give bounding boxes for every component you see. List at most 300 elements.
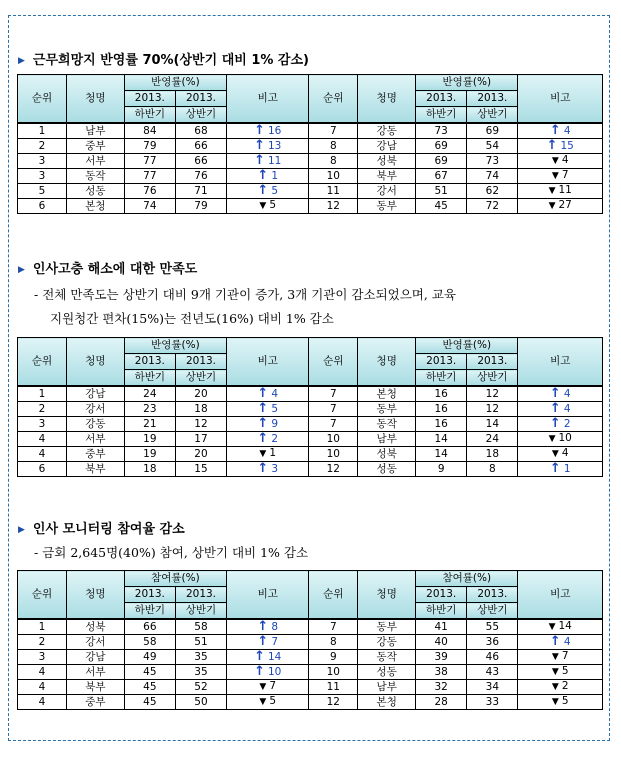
rate-header: 참여률(%) (416, 571, 518, 587)
name-header: 청명 (358, 338, 416, 387)
note-header: 비고 (227, 338, 309, 387)
up-arrow-icon: ↑ (549, 416, 561, 431)
rank-cell: 7 (309, 417, 358, 432)
note-cell (518, 417, 603, 432)
note-cell (227, 462, 309, 477)
h2-value-cell: 74 (124, 199, 175, 214)
name-cell: 강남 (358, 139, 416, 154)
note-cell (227, 139, 309, 154)
col-2013-h1-year: 2013. (175, 91, 226, 107)
col-2nd-half: 하반기 (416, 370, 467, 387)
h1-value-cell: 55 (467, 619, 518, 635)
diff-value: 4 (563, 388, 571, 400)
note-cell (518, 169, 603, 184)
h1-value-cell: 66 (175, 139, 226, 154)
rank-cell: 3 (18, 417, 67, 432)
diff-value: 3 (271, 463, 279, 475)
col-2013-h1-year: 2013. (175, 354, 226, 370)
rank-cell: 4 (18, 447, 67, 462)
note-cell (227, 154, 309, 169)
h2-value-cell: 45 (124, 680, 175, 695)
section-2-desc-line-1: - 전체 만족도는 상반기 대비 9개 기관이 증가, 3개 기관이 감소되었으며, 교육 (34, 287, 456, 302)
h2-value-cell: 23 (124, 402, 175, 417)
h2-value-cell: 67 (416, 169, 467, 184)
diff-value: 2 (561, 680, 569, 692)
rate-header: 반영률(%) (416, 338, 518, 354)
note-cell (227, 169, 309, 184)
diff-value: 5 (269, 199, 277, 211)
rank-cell: 10 (309, 432, 358, 447)
section-2-table (17, 337, 603, 477)
h2-value-cell: 38 (416, 665, 467, 680)
rank-cell: 3 (18, 650, 67, 665)
table-row (18, 199, 603, 214)
down-triangle-icon: ▼ (548, 434, 556, 444)
col-1st-half: 상반기 (175, 370, 226, 387)
name-cell: 동작 (358, 650, 416, 665)
col-1st-half: 상반기 (467, 603, 518, 620)
down-triangle-icon: ▼ (259, 682, 267, 692)
section-2-title: 인사고충 해소에 대한 만족도 (32, 262, 198, 277)
rank-cell: 2 (18, 635, 67, 650)
name-header: 청명 (66, 571, 124, 620)
note-cell (227, 123, 309, 139)
col-2013-h2-year: 2013. (416, 354, 467, 370)
up-arrow-icon: ↑ (254, 153, 265, 168)
h1-value-cell: 8 (467, 462, 518, 477)
diff-value: 5 (269, 695, 277, 707)
h1-value-cell: 46 (467, 650, 518, 665)
col-2nd-half: 하반기 (416, 603, 467, 620)
table-row (18, 386, 603, 402)
name-cell: 강동 (358, 635, 416, 650)
section-1-title: 근무희망지 반영률 70%(상반기 대비 1% 감소) (32, 53, 309, 68)
section-2-desc-line-2: 지원청간 편차(15%)는 전년도(16%) 대비 1% 감소 (50, 311, 334, 326)
name-header: 청명 (358, 75, 416, 124)
diff-value: 1 (271, 170, 279, 182)
h1-value-cell: 20 (175, 447, 226, 462)
h2-value-cell: 16 (416, 402, 467, 417)
h1-value-cell: 72 (467, 199, 518, 214)
note-header: 비고 (227, 75, 309, 124)
rank-cell: 11 (309, 184, 358, 199)
h1-value-cell: 18 (467, 447, 518, 462)
h2-value-cell: 58 (124, 635, 175, 650)
h2-value-cell: 66 (124, 619, 175, 635)
rank-cell: 4 (18, 680, 67, 695)
name-cell: 북부 (358, 169, 416, 184)
name-cell: 중부 (66, 139, 124, 154)
up-arrow-icon: ↑ (257, 431, 269, 446)
rank-header: 순위 (18, 75, 67, 124)
table-row (18, 447, 603, 462)
col-2013-h2-year: 2013. (416, 91, 467, 107)
col-2nd-half: 하반기 (124, 370, 175, 387)
section-3-table (17, 570, 603, 710)
h2-value-cell: 73 (416, 123, 467, 139)
col-2013-h2-year: 2013. (124, 91, 175, 107)
table-row (18, 680, 603, 695)
rank-cell: 8 (309, 635, 358, 650)
h2-value-cell: 45 (124, 695, 175, 710)
table-row (18, 184, 603, 199)
diff-value: 5 (271, 403, 279, 415)
note-cell (518, 619, 603, 635)
name-cell: 남부 (358, 432, 416, 447)
rank-cell: 7 (309, 619, 358, 635)
rank-cell: 4 (18, 432, 67, 447)
down-triangle-icon: ▼ (259, 201, 267, 211)
name-cell: 강동 (358, 123, 416, 139)
table-row (18, 169, 603, 184)
down-triangle-icon: ▼ (551, 171, 559, 181)
down-triangle-icon: ▼ (548, 622, 556, 632)
up-arrow-icon: ↑ (257, 634, 269, 649)
name-cell: 북부 (66, 680, 124, 695)
name-cell: 동부 (358, 619, 416, 635)
col-2013-h2-year: 2013. (124, 354, 175, 370)
rate-header: 반영률(%) (124, 75, 226, 91)
h2-value-cell: 51 (416, 184, 467, 199)
h2-value-cell: 77 (124, 169, 175, 184)
down-triangle-icon: ▼ (551, 682, 559, 692)
section-1-heading (18, 49, 309, 68)
diff-value: 4 (563, 403, 571, 415)
rank-cell: 10 (309, 169, 358, 184)
rank-cell: 2 (18, 402, 67, 417)
h1-value-cell: 33 (467, 695, 518, 710)
note-cell (518, 650, 603, 665)
name-cell: 성북 (358, 154, 416, 169)
down-triangle-icon: ▼ (551, 156, 559, 166)
note-cell (518, 123, 603, 139)
name-cell: 본청 (358, 386, 416, 402)
h1-value-cell: 17 (175, 432, 226, 447)
h2-value-cell: 49 (124, 650, 175, 665)
col-1st-half: 상반기 (467, 370, 518, 387)
col-1st-half: 상반기 (175, 107, 226, 124)
col-1st-half: 상반기 (467, 107, 518, 124)
diff-value: 4 (563, 636, 571, 648)
h1-value-cell: 54 (467, 139, 518, 154)
h2-value-cell: 19 (124, 432, 175, 447)
h1-value-cell: 51 (175, 635, 226, 650)
col-2013-h1-year: 2013. (467, 91, 518, 107)
h2-value-cell: 16 (416, 417, 467, 432)
down-triangle-icon: ▼ (551, 697, 559, 707)
table-row (18, 432, 603, 447)
up-arrow-icon: ↑ (549, 461, 561, 476)
name-cell: 북부 (66, 462, 124, 477)
rank-cell: 1 (18, 619, 67, 635)
table-row (18, 154, 603, 169)
h1-value-cell: 69 (467, 123, 518, 139)
up-arrow-icon: ↑ (254, 138, 265, 153)
h2-value-cell: 45 (124, 665, 175, 680)
diff-value: 4 (561, 447, 569, 459)
name-cell: 성동 (66, 184, 124, 199)
triangle-bullet-icon: ▶ (18, 56, 25, 66)
name-cell: 강서 (66, 402, 124, 417)
diff-value: 14 (267, 651, 282, 663)
h1-value-cell: 34 (467, 680, 518, 695)
name-cell: 강남 (66, 650, 124, 665)
up-arrow-icon: ↑ (254, 649, 265, 664)
diff-value: 4 (271, 388, 279, 400)
rank-cell: 3 (18, 154, 67, 169)
name-cell: 동작 (66, 169, 124, 184)
rank-cell: 6 (18, 199, 67, 214)
h1-value-cell: 66 (175, 154, 226, 169)
h1-value-cell: 50 (175, 695, 226, 710)
note-cell (227, 184, 309, 199)
note-cell (518, 665, 603, 680)
rank-cell: 10 (309, 665, 358, 680)
h2-value-cell: 69 (416, 154, 467, 169)
h2-value-cell: 45 (416, 199, 467, 214)
diff-value: 2 (271, 433, 279, 445)
table-row (18, 402, 603, 417)
rank-cell: 4 (18, 665, 67, 680)
h1-value-cell: 15 (175, 462, 226, 477)
down-triangle-icon: ▼ (551, 449, 559, 459)
name-cell: 성북 (66, 619, 124, 635)
h2-value-cell: 24 (124, 386, 175, 402)
note-cell (518, 199, 603, 214)
rank-cell: 9 (309, 650, 358, 665)
diff-value: 11 (267, 155, 282, 167)
note-cell (227, 635, 309, 650)
note-cell (227, 386, 309, 402)
h2-value-cell: 39 (416, 650, 467, 665)
section-3-heading (18, 518, 185, 537)
section-3-desc-line-1: - 금회 2,645명(40%) 참여, 상반기 대비 1% 감소 (34, 545, 309, 560)
table-row (18, 123, 603, 139)
note-cell (518, 432, 603, 447)
h1-value-cell: 35 (175, 665, 226, 680)
name-cell: 강서 (66, 635, 124, 650)
note-cell (227, 417, 309, 432)
note-cell (518, 154, 603, 169)
h1-value-cell: 74 (467, 169, 518, 184)
table-row (18, 139, 603, 154)
up-arrow-icon: ↑ (549, 386, 561, 401)
diff-value: 1 (269, 447, 277, 459)
h2-value-cell: 79 (124, 139, 175, 154)
name-cell: 강남 (66, 386, 124, 402)
name-cell: 동부 (358, 199, 416, 214)
h1-value-cell: 71 (175, 184, 226, 199)
h2-value-cell: 14 (416, 432, 467, 447)
up-arrow-icon: ↑ (254, 123, 265, 138)
col-2nd-half: 하반기 (416, 107, 467, 124)
diff-value: 4 (561, 154, 569, 166)
col-1st-half: 상반기 (175, 603, 226, 620)
table-row (18, 665, 603, 680)
note-cell (518, 680, 603, 695)
up-arrow-icon: ↑ (257, 461, 269, 476)
diff-value: 4 (563, 125, 571, 137)
diff-value: 9 (271, 418, 279, 430)
name-cell: 성동 (358, 665, 416, 680)
name-cell: 중부 (66, 695, 124, 710)
rank-cell: 3 (18, 169, 67, 184)
rank-cell: 1 (18, 386, 67, 402)
rank-header: 순위 (309, 338, 358, 387)
rank-cell: 5 (18, 184, 67, 199)
note-cell (518, 139, 603, 154)
h2-value-cell: 21 (124, 417, 175, 432)
h1-value-cell: 79 (175, 199, 226, 214)
col-2nd-half: 하반기 (124, 107, 175, 124)
diff-value: 10 (267, 666, 282, 678)
down-triangle-icon: ▼ (259, 697, 267, 707)
up-arrow-icon: ↑ (257, 168, 269, 183)
col-2013-h2-year: 2013. (416, 587, 467, 603)
up-arrow-icon: ↑ (254, 664, 265, 679)
h2-value-cell: 77 (124, 154, 175, 169)
down-triangle-icon: ▼ (259, 449, 267, 459)
table-row (18, 462, 603, 477)
note-cell (227, 402, 309, 417)
col-2013-h1-year: 2013. (175, 587, 226, 603)
diff-value: 7 (561, 169, 569, 181)
diff-value: 13 (267, 140, 282, 152)
h2-value-cell: 32 (416, 680, 467, 695)
note-cell (227, 695, 309, 710)
name-cell: 본청 (66, 199, 124, 214)
down-triangle-icon: ▼ (548, 186, 556, 196)
note-cell (227, 199, 309, 214)
note-cell (518, 402, 603, 417)
h2-value-cell: 40 (416, 635, 467, 650)
note-cell (227, 619, 309, 635)
note-cell (227, 447, 309, 462)
rank-cell: 8 (309, 154, 358, 169)
section-3-title: 인사 모니터링 참여율 감소 (32, 522, 185, 537)
section-2-heading (18, 258, 197, 277)
table-row (18, 619, 603, 635)
diff-value: 8 (271, 621, 279, 633)
col-2013-h1-year: 2013. (467, 587, 518, 603)
diff-value: 16 (267, 125, 282, 137)
rank-cell: 7 (309, 123, 358, 139)
rank-header: 순위 (18, 338, 67, 387)
name-cell: 동부 (358, 402, 416, 417)
h1-value-cell: 35 (175, 650, 226, 665)
h2-value-cell: 14 (416, 447, 467, 462)
note-cell (518, 386, 603, 402)
triangle-bullet-icon: ▶ (18, 265, 25, 275)
rank-cell: 12 (309, 462, 358, 477)
rank-cell: 11 (309, 680, 358, 695)
name-header: 청명 (66, 75, 124, 124)
name-cell: 강서 (358, 184, 416, 199)
name-cell: 성북 (358, 447, 416, 462)
h1-value-cell: 68 (175, 123, 226, 139)
note-header: 비고 (518, 338, 603, 387)
h1-value-cell: 52 (175, 680, 226, 695)
note-cell (518, 462, 603, 477)
rank-header: 순위 (309, 571, 358, 620)
name-cell: 남부 (358, 680, 416, 695)
col-2nd-half: 하반기 (124, 603, 175, 620)
diff-value: 11 (558, 184, 572, 196)
h2-value-cell: 84 (124, 123, 175, 139)
note-cell (518, 184, 603, 199)
table-row (18, 635, 603, 650)
h1-value-cell: 18 (175, 402, 226, 417)
h1-value-cell: 43 (467, 665, 518, 680)
note-cell (518, 447, 603, 462)
note-cell (518, 635, 603, 650)
diff-value: 14 (558, 620, 572, 632)
rate-header: 반영률(%) (124, 338, 226, 354)
h1-value-cell: 12 (467, 386, 518, 402)
up-arrow-icon: ↑ (549, 401, 561, 416)
h1-value-cell: 58 (175, 619, 226, 635)
up-arrow-icon: ↑ (257, 401, 269, 416)
rank-header: 순위 (18, 571, 67, 620)
rank-cell: 12 (309, 199, 358, 214)
rate-header: 참여률(%) (124, 571, 226, 587)
h1-value-cell: 62 (467, 184, 518, 199)
diff-value: 7 (269, 680, 277, 692)
h2-value-cell: 19 (124, 447, 175, 462)
note-cell (227, 680, 309, 695)
table-row (18, 417, 603, 432)
up-arrow-icon: ↑ (257, 183, 269, 198)
h2-value-cell: 18 (124, 462, 175, 477)
name-cell: 동작 (358, 417, 416, 432)
down-triangle-icon: ▼ (551, 652, 559, 662)
col-2013-h1-year: 2013. (467, 354, 518, 370)
h2-value-cell: 28 (416, 695, 467, 710)
up-arrow-icon: ↑ (257, 619, 269, 634)
name-cell: 서부 (66, 432, 124, 447)
up-arrow-icon: ↑ (549, 123, 561, 138)
note-cell (227, 432, 309, 447)
diff-value: 7 (561, 650, 569, 662)
note-header: 비고 (518, 75, 603, 124)
diff-value: 7 (271, 636, 279, 648)
down-triangle-icon: ▼ (551, 667, 559, 677)
table-row (18, 695, 603, 710)
name-cell: 남부 (66, 123, 124, 139)
h1-value-cell: 20 (175, 386, 226, 402)
name-header: 청명 (66, 338, 124, 387)
note-cell (227, 650, 309, 665)
name-cell: 서부 (66, 665, 124, 680)
name-cell: 성동 (358, 462, 416, 477)
h1-value-cell: 14 (467, 417, 518, 432)
h1-value-cell: 73 (467, 154, 518, 169)
h1-value-cell: 36 (467, 635, 518, 650)
rank-cell: 12 (309, 695, 358, 710)
h2-value-cell: 41 (416, 619, 467, 635)
triangle-bullet-icon: ▶ (18, 525, 25, 535)
name-cell: 강동 (66, 417, 124, 432)
h1-value-cell: 24 (467, 432, 518, 447)
h1-value-cell: 12 (467, 402, 518, 417)
col-2013-h2-year: 2013. (124, 587, 175, 603)
rank-cell: 1 (18, 123, 67, 139)
up-arrow-icon: ↑ (257, 386, 269, 401)
rate-header: 반영률(%) (416, 75, 518, 91)
h1-value-cell: 76 (175, 169, 226, 184)
rank-cell: 7 (309, 386, 358, 402)
rank-cell: 10 (309, 447, 358, 462)
